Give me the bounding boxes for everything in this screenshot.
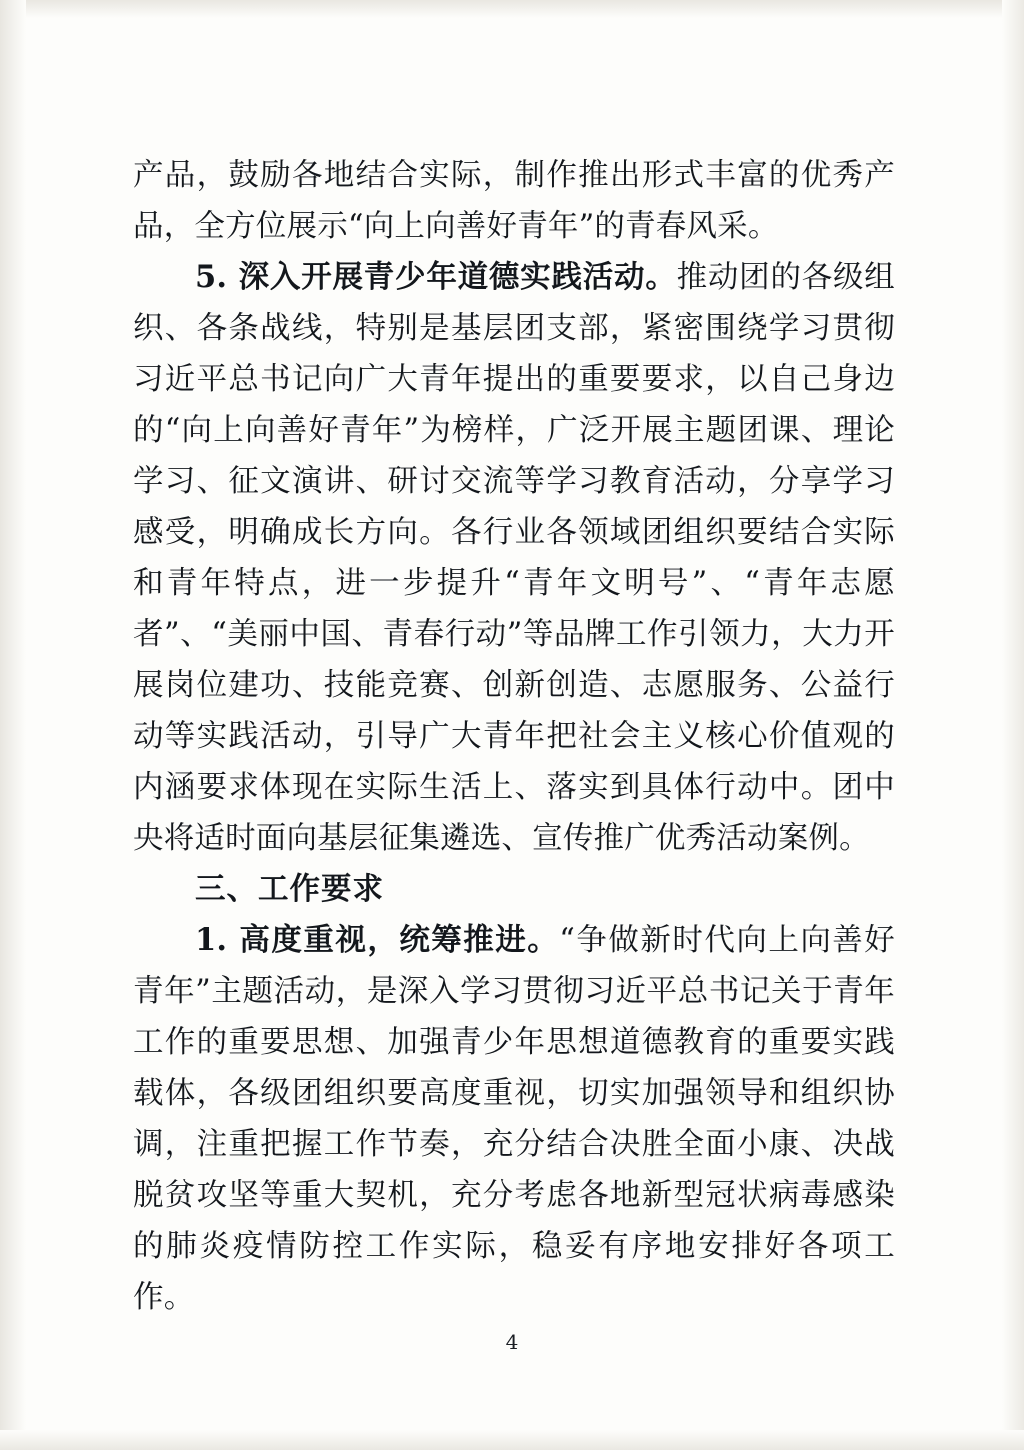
paragraph-continuation	[133, 150, 895, 252]
scan-edge-top	[0, 0, 1024, 18]
paragraph-text: 产品，鼓励各地结合实际，制作推出形式丰富的优秀产品，全方位展示“向上向善好青年”的青春风采。	[133, 158, 895, 244]
document-body	[133, 150, 895, 1323]
scan-edge-bottom	[0, 1430, 1024, 1450]
section-heading-three: 三、工作要求	[195, 872, 384, 907]
paragraph-item-1	[133, 915, 895, 1323]
paragraph-item-5	[133, 252, 895, 864]
paragraph-lead-5: 5. 深入开展青少年道德实践活动。	[195, 259, 677, 295]
paragraph-text-1: “争做新时代向上向善好青年”主题活动，是深入学习贯彻习近平总书记关于青年工作的重要思想、加强青少年思想道德教育的重要实践载体，各级团组织要高度重视，切实加强领导和组织协调，注重把握工作节奏，充分结合决胜全面小康、决战脱贫攻坚等重大契机，充分考虑各地新型冠状病毒感染的肺炎疫情防控工作实际，稳妥有序地安排好各项工作。	[133, 923, 895, 1315]
paragraph-text-5: 推动团的各级组织、各条战线，特别是基层团支部，紧密围绕学习贯彻习近平总书记向广大青年提出的重要要求，以自己身边的“向上向善好青年”为榜样，广泛开展主题团课、理论学习、征文演讲、研讨交流等学习教育活动，分享学习感受，明确成长方向。各行业各领域团组织要结合实际和青年特点，进一步提升“青年文明号”、“青年志愿者”、“美丽中国、青春行动”等品牌工作引领力，大力开展岗位建功、技能竞赛、创新创造、志愿服务、公益行动等实践活动，引导广大青年把社会主义核心价值观的内涵要求体现在实际生活上、落实到具体行动中。团中央将适时面向基层征集遴选、宣传推广优秀活动案例。	[133, 260, 896, 856]
page-number: 4	[505, 1330, 519, 1354]
scan-edge-left	[0, 0, 26, 1450]
scan-edge-right	[1002, 0, 1024, 1450]
paragraph-lead-1: 1. 高度重视，统筹推进。	[195, 922, 560, 958]
